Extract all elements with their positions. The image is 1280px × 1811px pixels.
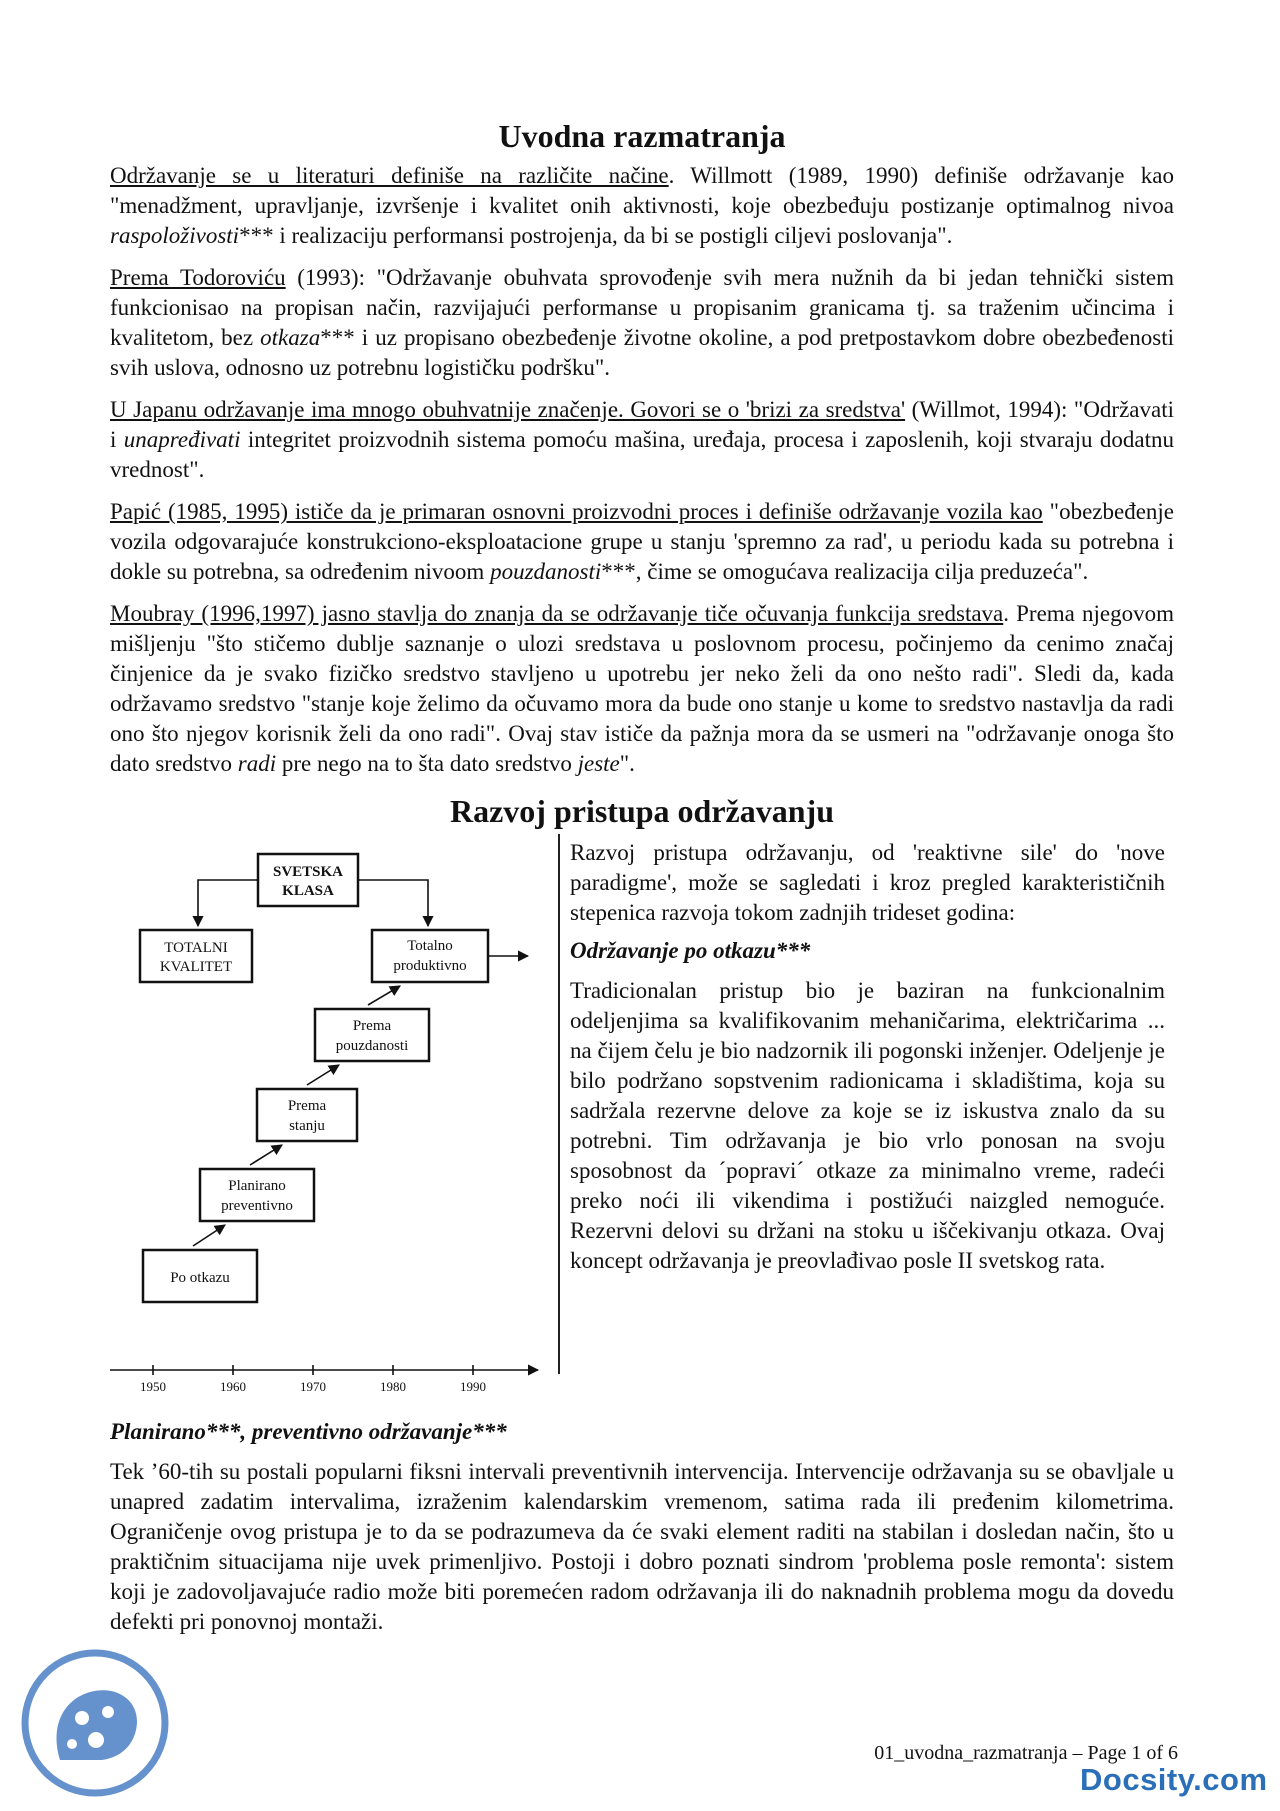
right-intro: Razvoj pristupa održavanju, od 'reaktivne sile' do 'nove paradigme', može se sagledati i kroz pregled karakterističnih stepenica razvoja tokom zadnjih trideset godina:: [570, 840, 1165, 925]
p2-italic: otkaza: [260, 325, 321, 350]
label-totalno-2: produktivno: [393, 958, 467, 974]
paragraph-planirano: Tek ’60-tih su postali popularni fiksni intervali preventivnih intervencija. Intervencije održavanja su se obavljale u unapred zadatim intervalima, izraženim kalendarskim vremenom, satima rada ili pređenim kilometrima. Ograničenje ovog pristupa je to da se podrazumeva da će svaki element raditi na stabilan i dosledan način, što u praktičnim situacijama nije uvek primenljivo. Postoji i dobro poznati sindrom 'problema posle remonta': sistem koji je zadovoljavajuće radio može biti poremećen radom održavanja ili do naknadnih problema mogu da dovedu defekti pri ponovnoj montaži.: [110, 1459, 1174, 1634]
label-totalni-1: TOTALNI: [164, 940, 228, 956]
p4-text-1: "obezbeđenje vozila odgovarajuće konstrukciono-eksploatacione grupe u stanju 'spremno za rad', u periodu kada su potrebna i dokle su potrebna, sa određenim nivoom: [110, 499, 1174, 584]
p2-text-2: *** i uz propisano obezbeđenje životne okoline, a pod pretpostavkom dobre obezbeđenosti svih uslova, odnosno uz potrebnu logističku podršku".: [110, 325, 1174, 380]
p3-text-1: (Willmot, 1994): "Održavati i: [110, 397, 1174, 452]
arrow-2: [250, 1145, 282, 1165]
year-1950: 1950: [140, 1379, 166, 1394]
p4-italic: pouzdanosti: [490, 559, 602, 584]
label-stanju-2: stanju: [289, 1118, 325, 1134]
arrow-to-totalno: [358, 880, 428, 926]
arrow-1: [193, 1225, 225, 1246]
p4-underlined: Papić (1985, 1995) ističe da je primaran osnovni proizvodni proces i definiše održavanje vozila kao: [110, 499, 1043, 524]
column-divider: [558, 834, 560, 1374]
right-paragraph: Tradicionalan pristup bio je baziran na funkcionalnim odeljenjima sa kvalifikovanim mehaničarima, električarima ... na čijem čelu je bio nadzornik ili pogonski inženjer. Odeljenje je bilo podržano sopstvenim radionicama i skladištima, koja su sadržala rezervne delove za koje se iz iskustva znalo da su potrebni. Tim održavanja je bio vrlo ponosan na svoju sposobnost da ´popravi´ otkaze za minimalno vreme, radeći preko noći ili vikendima i postižući naizgled nemoguće. Rezervni delovi su držani na stoku u iščekivanju otkaza. Ovaj koncept održavanja je preovlađivao posle II svetskog rata.: [570, 978, 1165, 1273]
p5-text-1: . Prema njegovom mišljenju "što stičemo dublje saznanje o ulozi sredstava u poslovnom procesu, počinjemo da cenimo značaj činjenice da je svako fizičko sredstvo stavljeno u upotrebu jer neko želi da ono nešto radi". Sledi da, kada održavamo sredstvo "stanje koje želimo da očuvamo mora da bude ono stanje u kome to sredstvo nastavlja da radi ono što njegov korisnik želi da ono radi". Ovaj stav ističe da pažnja mora da se usmeri na "održavanje onoga što dato sredstvo: [110, 601, 1174, 776]
label-svetska-2: KLASA: [282, 883, 334, 899]
p1-text-1: . Willmott (1989, 1990) definiše održavanje kao "menadžment, upravljanje, izvršenje i kvalitet onih aktivnosti, koje obezbeđuju postizanje optimalnog nivoa: [110, 163, 1174, 218]
p5-italic-2: jeste: [577, 751, 620, 776]
year-1960: 1960: [220, 1379, 246, 1394]
p5-text-3: ".: [619, 751, 635, 776]
label-totalni-2: KVALITET: [159, 959, 233, 975]
subheading-planirano: Planirano***, preventivno održavanje***: [110, 1419, 507, 1444]
docsity-brand[interactable]: Docsity.com: [1080, 1762, 1268, 1797]
p5-underlined: Moubray (1996,1997) jasno stavlja do znanja da se održavanje tiče očuvanja funkcija sredstava: [110, 601, 1004, 626]
p2-text-1: (1993): "Održavanje obuhvata sprovođenje svih mera nužnih da bi jedan tehnički sistem funkcionisao na propisan način, razvijajući performanse u propisanim granicama tj. sa traženim učincima i kvalitetom, bez: [110, 265, 1174, 350]
right-column: [570, 838, 1165, 1284]
label-otkaz: Po otkazu: [170, 1270, 230, 1286]
p5-italic-1: radi: [237, 751, 277, 776]
arrow-3: [307, 1065, 339, 1085]
p1-underlined: Održavanje se u literaturi definiše na različite načine: [110, 163, 669, 188]
docsity-logo-icon: [20, 1648, 170, 1798]
arrow-4: [368, 986, 400, 1005]
paragraph-papic: [110, 497, 1174, 587]
p1-italic: raspoloživosti: [110, 223, 240, 248]
label-totalno-1: Totalno: [407, 938, 453, 954]
page-title: Uvodna razmatranja: [498, 118, 786, 154]
p3-text-2: integritet proizvodnih sistema pomoću mašina, uređaja, procesa i zaposlenih, koji stvaraju dodatnu vrednost".: [110, 427, 1175, 482]
p3-underlined: U Japanu održavanje ima mnogo obuhvatnije značenje. Govori se o 'brizi za sredstva': [110, 397, 906, 422]
p1-text-2: *** i realizaciju performansi postrojenja, da bi se postigli ciljevi poslovanja".: [239, 223, 953, 248]
label-svetska-1: SVETSKA: [272, 864, 344, 880]
section-title: Razvoj pristupa održavanju: [449, 793, 834, 829]
label-plan-1: Planirano: [228, 1178, 286, 1194]
p5-text-2: pre nego na to šta dato sredstvo: [276, 751, 578, 776]
page-content: [110, 118, 1174, 1637]
page-footer: 01_uvodna_razmatranja – Page 1 of 6: [874, 1742, 1178, 1764]
evolution-diagram: [110, 834, 550, 1419]
subheading-po-otkazu: Održavanje po otkazu***: [570, 938, 811, 963]
year-1980: 1980: [380, 1379, 406, 1394]
label-plan-2: preventivno: [221, 1198, 293, 1214]
p3-italic: unapređivati: [123, 427, 241, 452]
two-column-section: [110, 834, 1174, 1419]
p2-underlined: Prema Todoroviću: [110, 265, 286, 290]
label-pouzd-1: Prema: [352, 1018, 392, 1034]
arrow-to-totalni: [198, 880, 258, 926]
year-1970: 1970: [300, 1379, 326, 1394]
label-stanju-1: Prema: [287, 1098, 327, 1114]
label-pouzd-2: pouzdanosti: [335, 1038, 409, 1054]
paragraph-japan: [110, 395, 1174, 485]
paragraph-todorovic: [110, 263, 1174, 383]
diagram-svg: [110, 834, 550, 1419]
year-1990: 1990: [460, 1379, 486, 1394]
p4-text-2: ***, čime se omogućava realizacija cilja preduzeća".: [601, 559, 1089, 584]
paragraph-moubray: [110, 599, 1174, 779]
paragraph-definitions: [110, 161, 1174, 251]
